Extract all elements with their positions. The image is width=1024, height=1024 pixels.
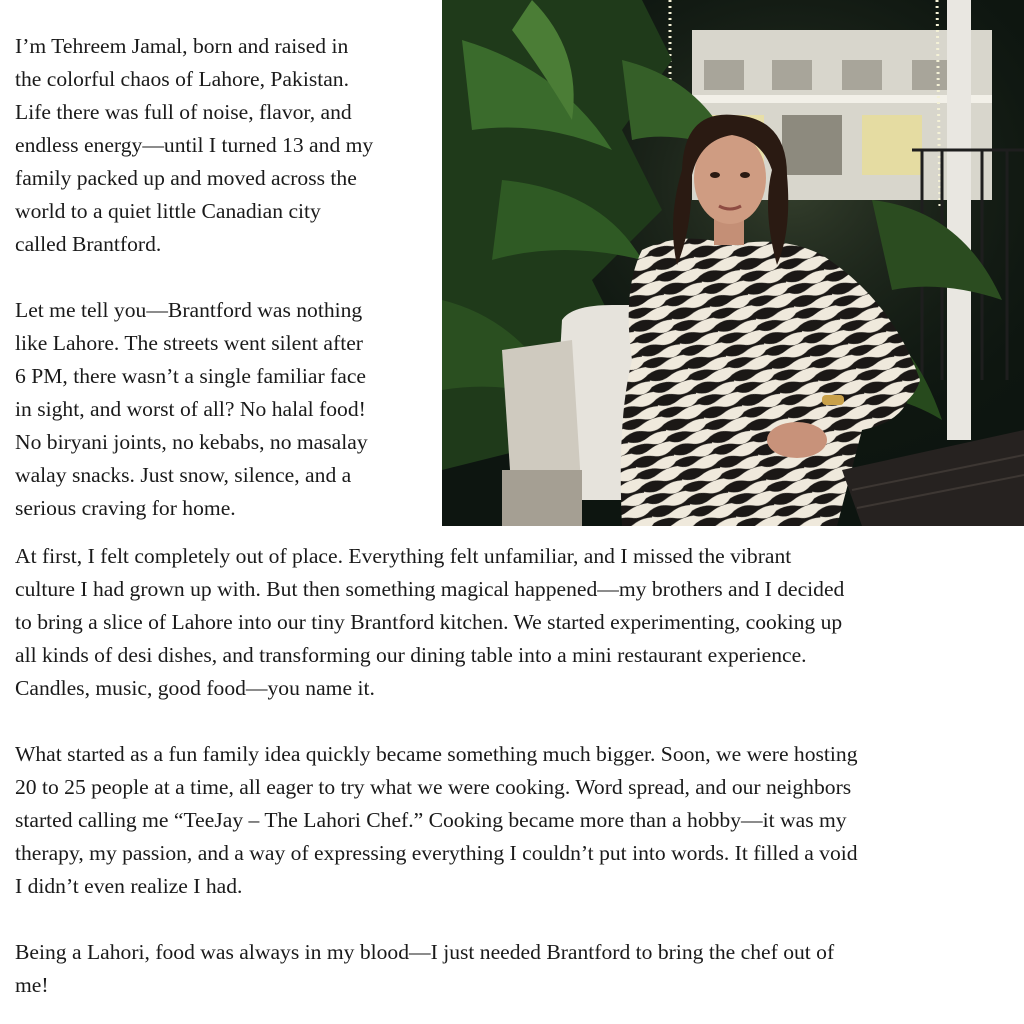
body-paragraph-2: What started as a fun family idea quickly became something much bigger. Soon, we were hosting 20 to 25 people at a time, all eager to try what we were cooking. Word spread, and our neighbors started calling me “TeeJay – The Lahori Chef.” Cooking became more than a hobby—it was my therapy, my passion, and a way of expressing everything I couldn’t put into words. It filled a void I didn’t even realize I had. — [15, 742, 858, 898]
story-body-text — [15, 540, 1015, 1002]
portrait-photo-illustration — [442, 0, 1024, 526]
body-paragraph-3: Being a Lahori, food was always in my blood—I just needed Brantford to bring the chef out of me! — [15, 940, 835, 997]
intro-text-column — [15, 30, 440, 525]
intro-paragraph-2: Let me tell you—Brantford was nothing like Lahore. The streets went silent after 6 PM, there wasn’t a single familiar face in sight, and worst of all? No halal food! No biryani joints, no kebabs, no masalay walay snacks. Just snow, silence, and a serious craving for home. — [15, 298, 368, 520]
body-paragraph-1: At first, I felt completely out of place. Everything felt unfamiliar, and I missed the vibrant culture I had grown up with. But then something magical happened—my brothers and I decided to bring a slice of Lahore into our tiny Brantford kitchen. We started experimenting, cooking up all kinds of desi dishes, and transforming our dining table into a mini restaurant experience. Candles, music, good food—you name it. — [15, 544, 845, 700]
intro-paragraph-1: I’m Tehreem Jamal, born and raised in the colorful chaos of Lahore, Pakistan. Life there was full of noise, flavor, and endless energy—until I turned 13 and my family packed up and moved across the world to a quiet little Canadian city called Brantford. — [15, 34, 374, 256]
portrait-photo — [442, 0, 1024, 526]
